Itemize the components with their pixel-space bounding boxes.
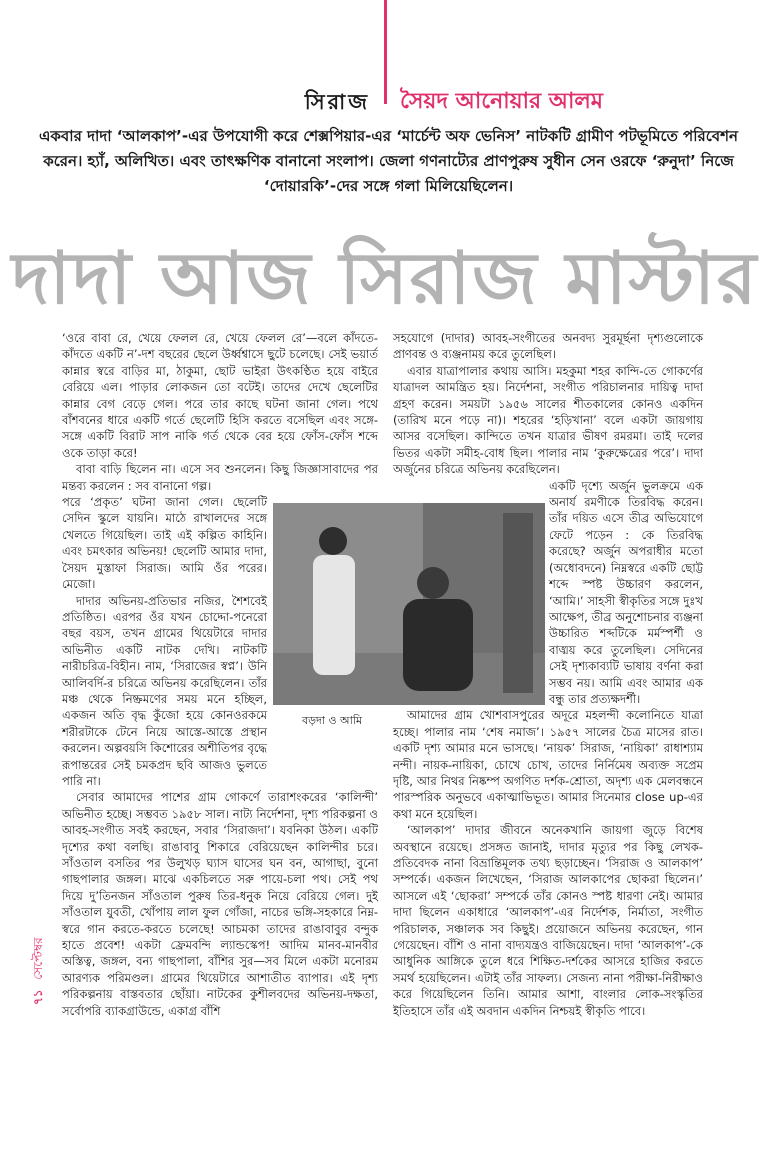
author-name: সৈয়দ আনোয়ার আলম xyxy=(400,89,603,114)
article-title: দাদা আজ সিরাজ মাস্টার xyxy=(11,236,759,320)
photo-two-brothers xyxy=(273,503,545,705)
paragraph: এবার যাত্রাপালার কথায় আসি। মহকুমা শহর কান্দি-তে গোকর্ণের যাত্রাদল আমন্ত্রিত হয়। নির্দেশনা, সংগীত পরিচালনার দায়িত্ব দাদা গ্রহণ করেন। সময়টা ১৯৫৬ সালের শীতকালের কোনও একদিন (তারিখ মনে পড়ে না)। শহরের ‘হড়িখানা’ বলে একটা জায়গায় আসর বসেছিল। কান্দিতে তখন যাত্রার ভীষণ রমরমা। তাই দলের ভিতর একটা সমীহ-বোধ ছিল। পালার নাম ‘কুরুক্ষেত্রের পরে’। দাদা অর্জুনের চরিত্রে অভিনয় করেছিলেন। xyxy=(393,363,703,477)
paragraph: সেবার আমাদের পাশের গ্রাম গোকর্ণে তারাশংকরের ‘কালিন্দী’ অভিনীত হচ্ছে। সম্ভবত ১৯৫৮ সাল। নাট্য নির্দেশনা, দৃশ্য পরিকল্পনা ও আবহ-সংগীত সবই করছেন, সবার ‘সিরাজদা’। যবনিকা উঠল। একটি দৃশ্যের কথা বলছি। রাঙাবাবু শিকারে বেরিয়েছেন কালিন্দীর চরে। সাঁওতাল বসতির পর উলুখড় ঘ্যাস ঘাসের ঘন বন, আগাছা, বুনো গাছপালার জঙ্গল। মাঝে একচিলতে সরু পায়ে-চলা পথ। সেই পথ দিয়ে দু’তিনজন সাঁওতাল পুরুষ তির-ধনুক নিয়ে বেরিয়ে গেল। দুই সাঁওতাল যুবতী, খোঁপায় লাল ফুল গোঁজা, নাচের ভঙ্গি-সহকারে নিম্ন-স্বরে গান করতে-করতে চলেছে! আচমকা তাদের রাঙাবাবুর বন্দুক হাতে প্রবেশ! একটা ফ্রেমবন্দি ল্যান্ডস্কেপ! আদিম মানব-মানবীর অস্তিত্ব, জঙ্গল, বন্য গাছপালা, বাঁশির সুর—সব মিলে একটা মনোরম আরণ্যক পরিমণ্ডল। গ্রামের থিয়েটারে আশাতীত ব্যাপার। এই দৃশ্য পরিকল্পনায় বাস্তবতার ছোঁয়া। নাটকের কুশীলবদের অভিনয়-দক্ষতা, সর্বোপরি ব্যাকগ্রাউন্ডে, একাগ্র বাঁশি xyxy=(62,790,378,1018)
photo-image xyxy=(273,503,545,705)
page-footer xyxy=(30,937,50,1005)
wrap-block xyxy=(62,494,267,789)
paragraph: ‘আলকাপ’ দাদার জীবনে অনেকখানি জায়গা জুড়ে বিশেষ অবস্থানে রয়েছে। প্রসঙ্গত জানাই, দাদার মৃত্যুর পর কিছু লেখক-প্রতিবেদক নানা বিভ্রান্তিমূলক তথ্য ছড়াচ্ছেন। ‘সিরাজ ও আলকাপ’ সম্পর্কে। একজন লিখেছেন, ‘সিরাজ আলকাপের ছোকরা ছিলেন।’ আসলে এই ‘ছোকরা’ সম্পর্কে তাঁর কোনও স্পষ্ট ধারণা নেই। আমার দাদা ছিলেন একাধারে ‘আলকাপ’-এর নির্দেশক, নির্মাতা, সংগীত পরিচালক, সঞ্চালক সব কিছুই। প্রয়োজনে অভিনয় করেছেন, গান গেয়েছেন। বাঁশি ও নানা বাদ্যযন্ত্রও বাজিয়েছেন। দাদা ‘আলকাপ’-কে আধুনিক আঙ্গিকে তুলে ধরে শিক্ষিত-দর্শকের আসরে হাজির করতে সমর্থ হয়েছিলেন। এটাই তাঁর সাফল্য। সেজন্য নানা পরীক্ষা-নিরীক্ষাও করে গিয়েছিলেন তিনি। আমার আশা, বাংলার লোক-সংস্কৃতির ইতিহাসে তাঁর এই অবদান একদিন নিশ্চয়ই স্বীকৃতি পাবে। xyxy=(393,823,703,1018)
paragraph: সহযোগে (দাদার) আবহ-সংগীতের অনবদ্য সুরমূর্ছনা দৃশ্যগুলোকে প্রাণবন্ত ও ব্যঞ্জনাময় করে তুলেছিল। xyxy=(393,331,703,362)
paragraph: পরে ‘প্রকৃত’ ঘটনা জানা গেল। ছেলেটি সেদিন স্কুলে যায়নি। মাঠে রাখালদের সঙ্গে খেলতে গিয়েছিল। তাই এই কল্পিত কাহিনি। এবং চমৎকার অভিনয়! ছেলেটি আমার দাদা, সৈয়দ মুস্তাফা সিরাজ। আমি ওঁর পরের। মেজো। xyxy=(62,495,267,592)
paragraph: আমাদের গ্রাম খোশবাসপুরের অদূরে মহলন্দী কলোনিতে যাত্রা হচ্ছে। পালার নাম ‘শেষ নমাজ’। ১৯৫৭ সালের চৈত্র মাসের রাত। একটি দৃশ্য আমার মনে ভাসছে। ‘নায়ক’ সিরাজ, ‘নায়িকা’ রাধাশ্যাম নন্দী। নায়ক-নায়িকা, চোখে চোখ, তাদের নির্নিমেষ অব্যক্ত সপ্রেম দৃষ্টি, আর নিথর নিষ্কম্প অগণিত দর্শক-শ্রোতা, অদৃশ্য এক মেলবন্ধনে পারস্পরিক অনুভবে একাত্মাভিভূত। আমার সিনেমার close up-এর কথা মনে হয়েছিল। xyxy=(393,708,703,821)
photo-caption: বড়দা ও আমি xyxy=(302,714,363,727)
magazine-issue: সেপ্টেম্বর xyxy=(31,937,45,980)
section-label: সিরাজ xyxy=(304,90,370,114)
paragraph: দাদার অভিনয়-প্রতিভার নজির, শৈশবেই প্রতিষ্ঠিত। এরপর ওঁর যখন চোদ্দো-পনেরো বছর বয়স, তখন গ্রামের থিয়েটারে দাদার অভিনীত একটি নাটক দেখি। নাটকটি নারীচরিত্র-বিহীন। নাম, ‘সিরাজের স্বপ্ন’। উনি আলিবর্দি-র চরিত্রে অভিনয় করেছিলেন। তাঁর মঞ্চ থেকে নিষ্ক্রমণের সময় মনে হচ্ছিল, একজন অতি বৃদ্ধ কুঁজো হয়ে কোনওরকমে শরীরটাকে টেনে নিয়ে আস্তে-আস্তে প্রস্থান করলেন। অল্পবয়সি কিশোরের অশীতিপর বৃদ্ধে রূপান্তরের সেই চমকপ্রদ ছবি আজও ভুলতে পারি না। xyxy=(62,593,267,788)
header-divider xyxy=(384,0,387,104)
wrap-block xyxy=(549,478,703,708)
teaser-paragraph: একবার দাদা ‘আলকাপ’-এর উপযোগী করে শেক্সপিয়ার-এর ‘মার্চেন্ট অফ ভেনিস’ নাটকটি গ্রামীণ পটভূমিতে পরিবেশন করেন। হ্যাঁ, অলিখিত। এবং তাৎক্ষণিক বানানো সংলাপ। জেলা গণনাট্যের প্রাণপুরুষ সুধীন সেন ওরফে ‘রুনুদা’ নিজে ‘দোয়ারকি’-দের সঙ্গে গলা মিলিয়েছিলেন। xyxy=(39,127,738,195)
page-number: ৭১ xyxy=(31,989,45,1005)
paragraph: ‘ওরে বাবা রে, খেয়ে ফেলল রে, খেয়ে ফেলল রে’—বলে কাঁদতে-কাঁদতে একটি ন’-দশ বছরের ছেলে উর্ধ্বশ্বাসে ছুটে চলেছে। সেই ভয়ার্ত কান্নার স্বরে বাড়ির মা, ঠাকুমা, ছোট ভাইরা উৎকণ্ঠিত হয়ে বাইরে বেরিয়ে এল। পাড়ার লোকজন তো বটেই। তাদের দেখে ছেলেটির কান্নার বেগ বেড়ে গেল। পরে তার কাছে ঘটনা জানা গেল। পথে বাঁশবনের ধারে একটি গর্তে ছেলেটি হিসি করতে বসেছিল এবং সঙ্গে-সঙ্গে একটি বিরাট সাপ নাকি গর্ত থেকে বের হয়ে ফোঁস-ফোঁস শব্দে ওকে তাড়া করে! xyxy=(62,331,378,460)
paragraph: একটি দৃশ্যে অর্জুন ভুলক্রমে এক অনার্য রমণীকে তিরবিদ্ধ করেন। তাঁর দয়িত এসে তীব্র অভিযোগে ফেটে পড়েন : কে তিরবিদ্ধ করেছে? অর্জুন অপরাধীর মতো (অধোবদনে) নিম্নস্বরে একটি ছোট্ট শব্দে স্পষ্ট উচ্চারণ করলেন, ‘আমি।’ সাহসী স্বীকৃতির সঙ্গে দুঃখ আক্ষেপ, তীব্র অনুশোচনার ব্যঞ্জনা উচ্চারিত শব্দটিকে মর্মস্পর্শী ও বাঙ্ময় করে তুলেছিল। সেদিনের সেই দৃশ্যকাব্যটি ভাষায় বর্ণনা করা সম্ভব নয়। আমি এবং আমার এক বন্ধু তার প্রত্যক্ষদর্শী। xyxy=(549,478,703,706)
paragraph: বাবা বাড়ি ছিলেন না। এসে সব শুনলেন। কিছু জিজ্ঞাসাবাদের পর মন্তব্য করলেন : সব বানানো গল্প। xyxy=(62,462,378,493)
